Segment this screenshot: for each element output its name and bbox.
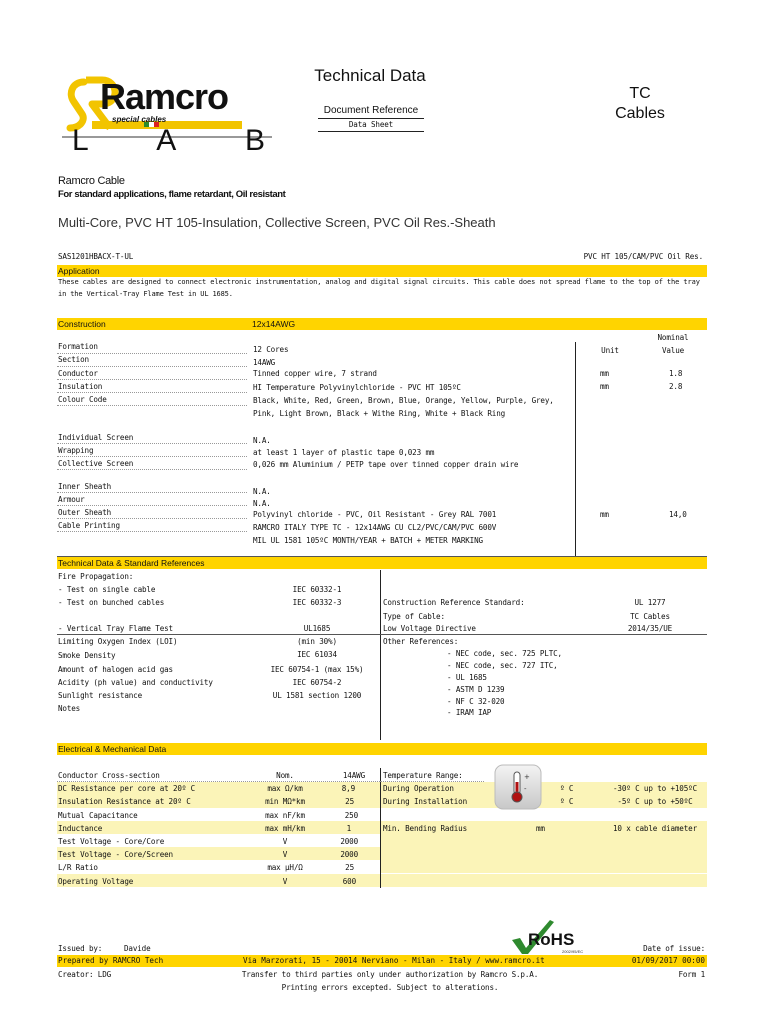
doc-ref-label: Document Reference	[323, 105, 419, 116]
elec-right-unit: º C	[560, 784, 574, 793]
elec-value: 2000	[340, 837, 358, 846]
elec-value: 14AWG	[342, 771, 365, 780]
footer-bar	[57, 955, 707, 967]
construction-value: RAMCRO ITALY TYPE TC - 12x14AWG CU CL2/PVC/CAM/PVC 600V	[253, 523, 497, 532]
issued-by-value: Davide	[124, 944, 151, 953]
cable-description: Multi-Core, PVC HT 105-Insulation, Collective Screen, PVC Oil Res.-Sheath	[58, 215, 496, 230]
date-label: Date of issue:	[643, 944, 705, 953]
tech-label: Smoke Density	[58, 651, 116, 660]
tech-value: UL 1581 section 1200	[272, 691, 362, 700]
svg-text:-: -	[524, 785, 527, 793]
electrical-header: Electrical & Mechanical Data	[57, 743, 707, 755]
page-title: Technical Data	[314, 66, 426, 85]
elec-right-label: During Operation	[383, 784, 454, 793]
construction-value: N.A.	[253, 499, 271, 508]
construction-header	[57, 318, 707, 330]
tech-value: (min 30%)	[297, 637, 337, 646]
construction-unit: mm	[600, 369, 609, 378]
svg-text:+: +	[524, 773, 530, 781]
construction-value: Pink, Light Brown, Black + Withe Ring, White + Black Ring	[253, 409, 506, 418]
tech-value: IEC 60332-1	[292, 585, 342, 594]
construction-value: N.A.	[253, 436, 271, 445]
elec-label: DC Resistance per core at 20º C	[58, 784, 196, 793]
elec-label: L/R Ratio	[58, 863, 98, 872]
construction-value-header: Value	[661, 346, 685, 355]
tech-right-value: 2014/35/UE	[627, 624, 673, 633]
elec-unit: Nom.	[276, 771, 294, 780]
tech-label: - Test on single cable	[58, 585, 156, 594]
tech-label: Acidity (ph value) and conductivity	[58, 678, 213, 687]
technical-header: Technical Data & Standard References	[57, 557, 707, 569]
brand-subtitle: For standard applications, flame retardant, Oil resistant	[58, 189, 286, 200]
other-reference: - NF C 32-020	[447, 697, 505, 706]
other-reference: - IRAM IAP	[447, 708, 492, 717]
tech-right-label: Construction Reference Standard:	[383, 598, 525, 607]
construction-label: Collective Screen	[58, 459, 134, 468]
other-reference: - NEC code, sec. 725 PLTC,	[447, 649, 562, 658]
tech-label: Sunlight resistance	[58, 691, 143, 700]
elec-right-value: 10 x cable diameter	[612, 824, 697, 833]
elec-label: Test Voltage - Core/Core	[58, 837, 165, 846]
construction-label: Insulation	[58, 382, 103, 391]
construction-value: HI Temperature Polyvinylchloride - PVC HT 105ºC	[253, 383, 461, 392]
elec-unit: max Ω/km	[267, 784, 303, 793]
product-line-2: Cables	[615, 105, 665, 122]
elec-unit: min MΩ*km	[265, 797, 305, 806]
construction-value: MIL UL 1581 105ºC MONTH/YEAR + BATCH + METER MARKING	[253, 536, 483, 545]
construction-value: at least 1 layer of plastic tape 0,023 mm	[253, 448, 435, 457]
tech-right-value: UL 1277	[634, 598, 666, 607]
logo-tagline: special cables	[112, 115, 167, 124]
tech-value: UL1685	[303, 624, 331, 633]
application-line-1: These cables are designed to connect electronic instrumentation, analog and digital signal circuits. This cable does not spread flame to the top of the tray	[58, 278, 700, 286]
logo-text: Ramcro	[100, 76, 229, 117]
construction-value: Tinned copper wire, 7 strand	[253, 369, 377, 378]
tech-value: IEC 60754-1 (max 15%)	[270, 665, 364, 674]
elec-right-value: -30º C up to +105ºC	[612, 784, 697, 793]
construction-unit: mm	[600, 382, 609, 391]
construction-label: Inner Sheath	[58, 482, 112, 491]
printing-notice: Printing errors excepted. Subject to alterations.	[281, 983, 499, 992]
tech-label: - Vertical Tray Flame Test	[58, 624, 173, 633]
construction-nominal: 14,0	[669, 510, 687, 519]
construction-label: Individual Screen	[58, 433, 134, 442]
elec-label: Inductance	[58, 824, 103, 833]
elec-right-value: -5º C up to +50ºC	[617, 797, 693, 806]
elec-value: 8,9	[341, 784, 355, 793]
construction-header-value: 12x14AWG	[252, 319, 296, 329]
elec-unit: V	[282, 850, 288, 859]
other-reference: - UL 1685	[447, 673, 487, 682]
tech-label: Amount of halogen acid gas	[58, 665, 173, 674]
creator: Creator: LDG	[58, 970, 112, 979]
tech-value: IEC 60332-3	[292, 598, 342, 607]
other-reference: - ASTM D 1239	[447, 685, 505, 694]
construction-value: Polyvinyl chloride - PVC, Oil Resistant - Grey RAL 7001	[253, 510, 497, 519]
issue-date: 01/09/2017 00:00	[631, 956, 705, 965]
construction-value: 14AWG	[253, 358, 276, 367]
elec-value: 250	[344, 811, 358, 820]
form-number: Form 1	[678, 970, 705, 979]
elec-right-label: Min. Bending Radius	[383, 824, 468, 833]
elec-right-unit: º C	[560, 797, 574, 806]
construction-value: 0,026 mm Aluminium / PETP tape over tinned copper drain wire	[253, 460, 519, 469]
construction-nominal: 1.8	[669, 369, 683, 378]
company-address: Via Marzorati, 15 - 20014 Nerviano - Milan - Italy / www.ramcro.it	[243, 956, 545, 965]
tech-label: Notes	[58, 704, 81, 713]
product-line-1: TC	[629, 85, 651, 102]
tech-value: IEC 60754-2	[292, 678, 342, 687]
other-reference: - NEC code, sec. 727 ITC,	[447, 661, 558, 670]
elec-label: Insulation Resistance at 20º C	[58, 797, 191, 806]
transfer-notice: Transfer to third parties only under authorization by Ramcro S.p.A.	[241, 970, 539, 979]
elec-right-unit: mm	[536, 824, 545, 833]
issued-by-label: Issued by:	[58, 944, 103, 953]
elec-value: 2000	[340, 850, 358, 859]
elec-label: Conductor Cross-section	[58, 771, 160, 780]
construction-label: Conductor	[58, 369, 98, 378]
tech-right-value: TC Cables	[630, 612, 670, 621]
elec-right-label: During Installation	[383, 797, 468, 806]
elec-unit: max nF/km	[265, 811, 305, 820]
rohs-label: RoHS	[528, 930, 575, 949]
tech-right-label: Low Voltage Directive	[383, 624, 476, 633]
construction-value: 12 Cores	[253, 345, 289, 354]
construction-unit-header: Unit	[601, 346, 619, 355]
tech-label: Fire Propagation:	[58, 572, 134, 581]
brand-name: Ramcro Cable	[58, 175, 125, 187]
construction-header-label: Construction	[58, 319, 106, 329]
construction-value: N.A.	[253, 487, 271, 496]
doc-ref-value: Data Sheet	[348, 120, 394, 129]
rohs-sub: 2002/95/EC	[562, 949, 584, 954]
construction-label: Formation	[58, 342, 98, 351]
thermometer-icon	[494, 764, 542, 810]
tech-value: IEC 61034	[297, 650, 337, 659]
construction-label: Section	[58, 355, 89, 364]
elec-unit: V	[282, 837, 288, 846]
construction-unit: mm	[600, 510, 609, 519]
construction-nominal-header: Nominal	[657, 333, 689, 342]
application-line-2: in the Vertical-Tray Flame Test in UL 1685.	[58, 290, 233, 298]
elec-right-label: Temperature Range:	[383, 771, 463, 780]
product-title	[590, 84, 690, 124]
construction-nominal: 2.8	[669, 382, 683, 391]
elec-label: Test Voltage - Core/Screen	[58, 850, 173, 859]
construction-label: Wrapping	[58, 446, 94, 455]
construction-label: Colour Code	[58, 395, 107, 404]
elec-value: 25	[345, 863, 354, 872]
cable-material: PVC HT 105/CAM/PVC Oil Res.	[583, 252, 703, 261]
construction-label: Armour	[58, 495, 85, 504]
prepared-by: Prepared by RAMCRO Tech	[58, 956, 164, 965]
construction-value: Black, White, Red, Green, Brown, Blue, Orange, Yellow, Purple, Grey,	[253, 396, 554, 405]
elec-label: Mutual Capacitance	[58, 811, 138, 820]
application-header: Application	[57, 265, 707, 277]
logo-sub: L A B	[72, 124, 296, 157]
elec-unit: V	[282, 877, 288, 886]
elec-value: 1	[346, 824, 351, 833]
tech-right-label: Type of Cable:	[383, 612, 445, 621]
construction-label: Outer Sheath	[58, 508, 112, 517]
tech-label: Limiting Oxygen Index (LOI)	[58, 637, 178, 646]
elec-value: 600	[342, 877, 356, 886]
tech-label: - Test on bunched cables	[58, 598, 165, 607]
tech-right-label: Other References:	[383, 637, 459, 646]
cable-code: SAS1201HBACX-T-UL	[58, 252, 134, 261]
elec-value: 25	[345, 797, 354, 806]
construction-label: Cable Printing	[58, 521, 120, 530]
elec-unit: max µH/Ω	[267, 863, 303, 872]
elec-unit: max mH/km	[265, 824, 305, 833]
elec-label: Operating Voltage	[58, 877, 134, 886]
